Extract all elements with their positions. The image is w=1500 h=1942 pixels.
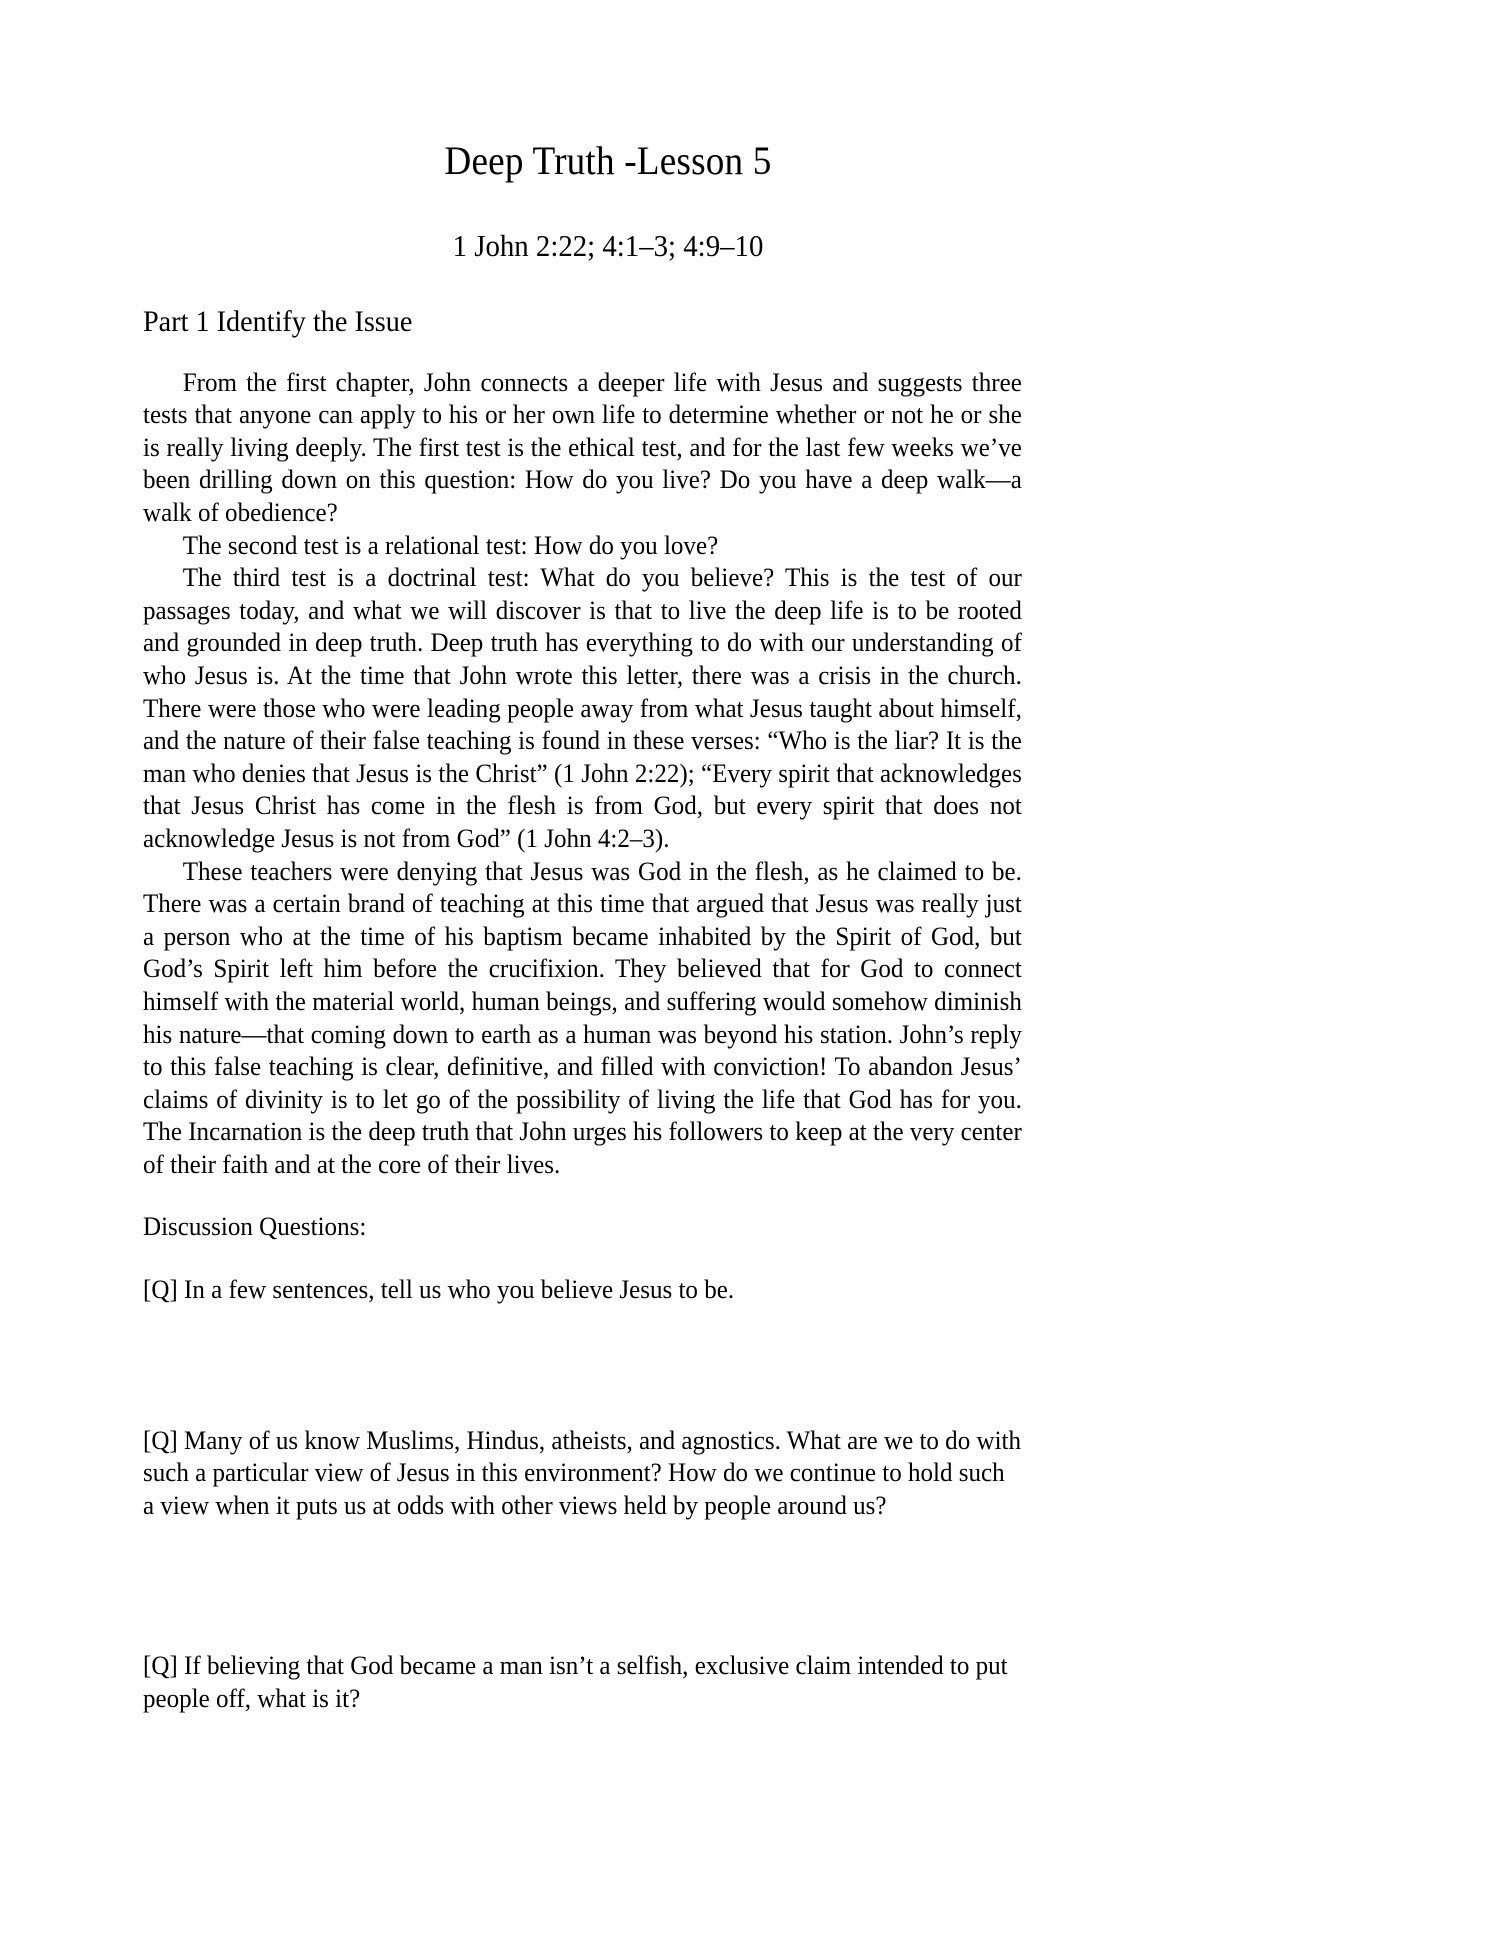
body-text-block xyxy=(143,340,1022,1181)
body-paragraph: The second test is a relational test: How do you love? xyxy=(182,529,719,560)
page-title: Deep Truth -Lesson 5 xyxy=(444,138,772,183)
question-text: [Q] Many of us know Muslims, Hindus, atheists, and agnostics. What are we to do with such a particular view of Jesus in this environment? How do we continue to hold such a view when it puts us at odds with other views held by people around us? xyxy=(143,1424,1022,1520)
spacer xyxy=(143,1180,1073,1210)
document-content xyxy=(143,0,1073,1715)
spacer xyxy=(143,1243,1073,1273)
section-heading-part-1: Part 1 Identify the Issue xyxy=(143,304,413,338)
scripture-reference-subtitle: 1 John 2:22; 4:1–3; 4:9–10 xyxy=(452,228,764,263)
discussion-question-3 xyxy=(143,1649,1022,1714)
answer-space xyxy=(143,1306,1073,1424)
answer-space xyxy=(143,1521,1073,1649)
discussion-questions-label: Discussion Questions: xyxy=(143,1211,367,1242)
question-text: [Q] If believing that God became a man isn’t a selfish, exclusive claim intended to put people off, what is it? xyxy=(143,1650,1008,1714)
question-text: [Q] In a few sentences, tell us who you believe Jesus to be. xyxy=(143,1274,735,1305)
body-paragraph: The third test is a doctrinal test: What do you believe? This is the test of our passages today, and what we will discover is that to live the deep life is to be rooted and grounded in deep truth. Deep truth has everything to do with our understanding of who Jesus is. At the time that John wrote this letter, there was a crisis in the church. There were those who were leading people away from what Jesus taught about himself, and the nature of their false teaching is found in these verses: “Who is the liar? It is the man who denies that Jesus is the Christ” (1 John 2:22); “Every spirit that acknowledges that Jesus Christ has come in the flesh is from God, but every spirit that does not acknowledge Jesus is not from God” (1 John 4:2–3). xyxy=(143,562,1022,853)
body-paragraph: These teachers were denying that Jesus was God in the flesh, as he claimed to be. There was a certain brand of teaching at this time that argued that Jesus was really just a person who at the time of his baptism became inhabited by the Spirit of God, but God’s Spirit left him before the crucifixion. They believed that for God to connect himself with the material world, human beings, and suffering would somehow diminish his nature—that coming down to earth as a human was beyond his station. John’s reply to this false teaching is clear, definitive, and filled with conviction! To abandon Jesus’ claims of divinity is to let go of the possibility of living the life that God has for you. The Incarnation is the deep truth that John urges his followers to keep at the very center of their faith and at the core of their lives. xyxy=(143,855,1022,1179)
discussion-question-1 xyxy=(143,1273,1022,1306)
body-paragraph: From the first chapter, John connects a deeper life with Jesus and suggests three tests that anyone can apply to his or her own life to determine whether or not he or she is really living deeply. The first test is the ethical test, and for the last few weeks we’ve been drilling down on this question: How do you live? Do you have a deep walk—a walk of obedience? xyxy=(143,366,1022,528)
discussion-question-2 xyxy=(143,1424,1022,1522)
